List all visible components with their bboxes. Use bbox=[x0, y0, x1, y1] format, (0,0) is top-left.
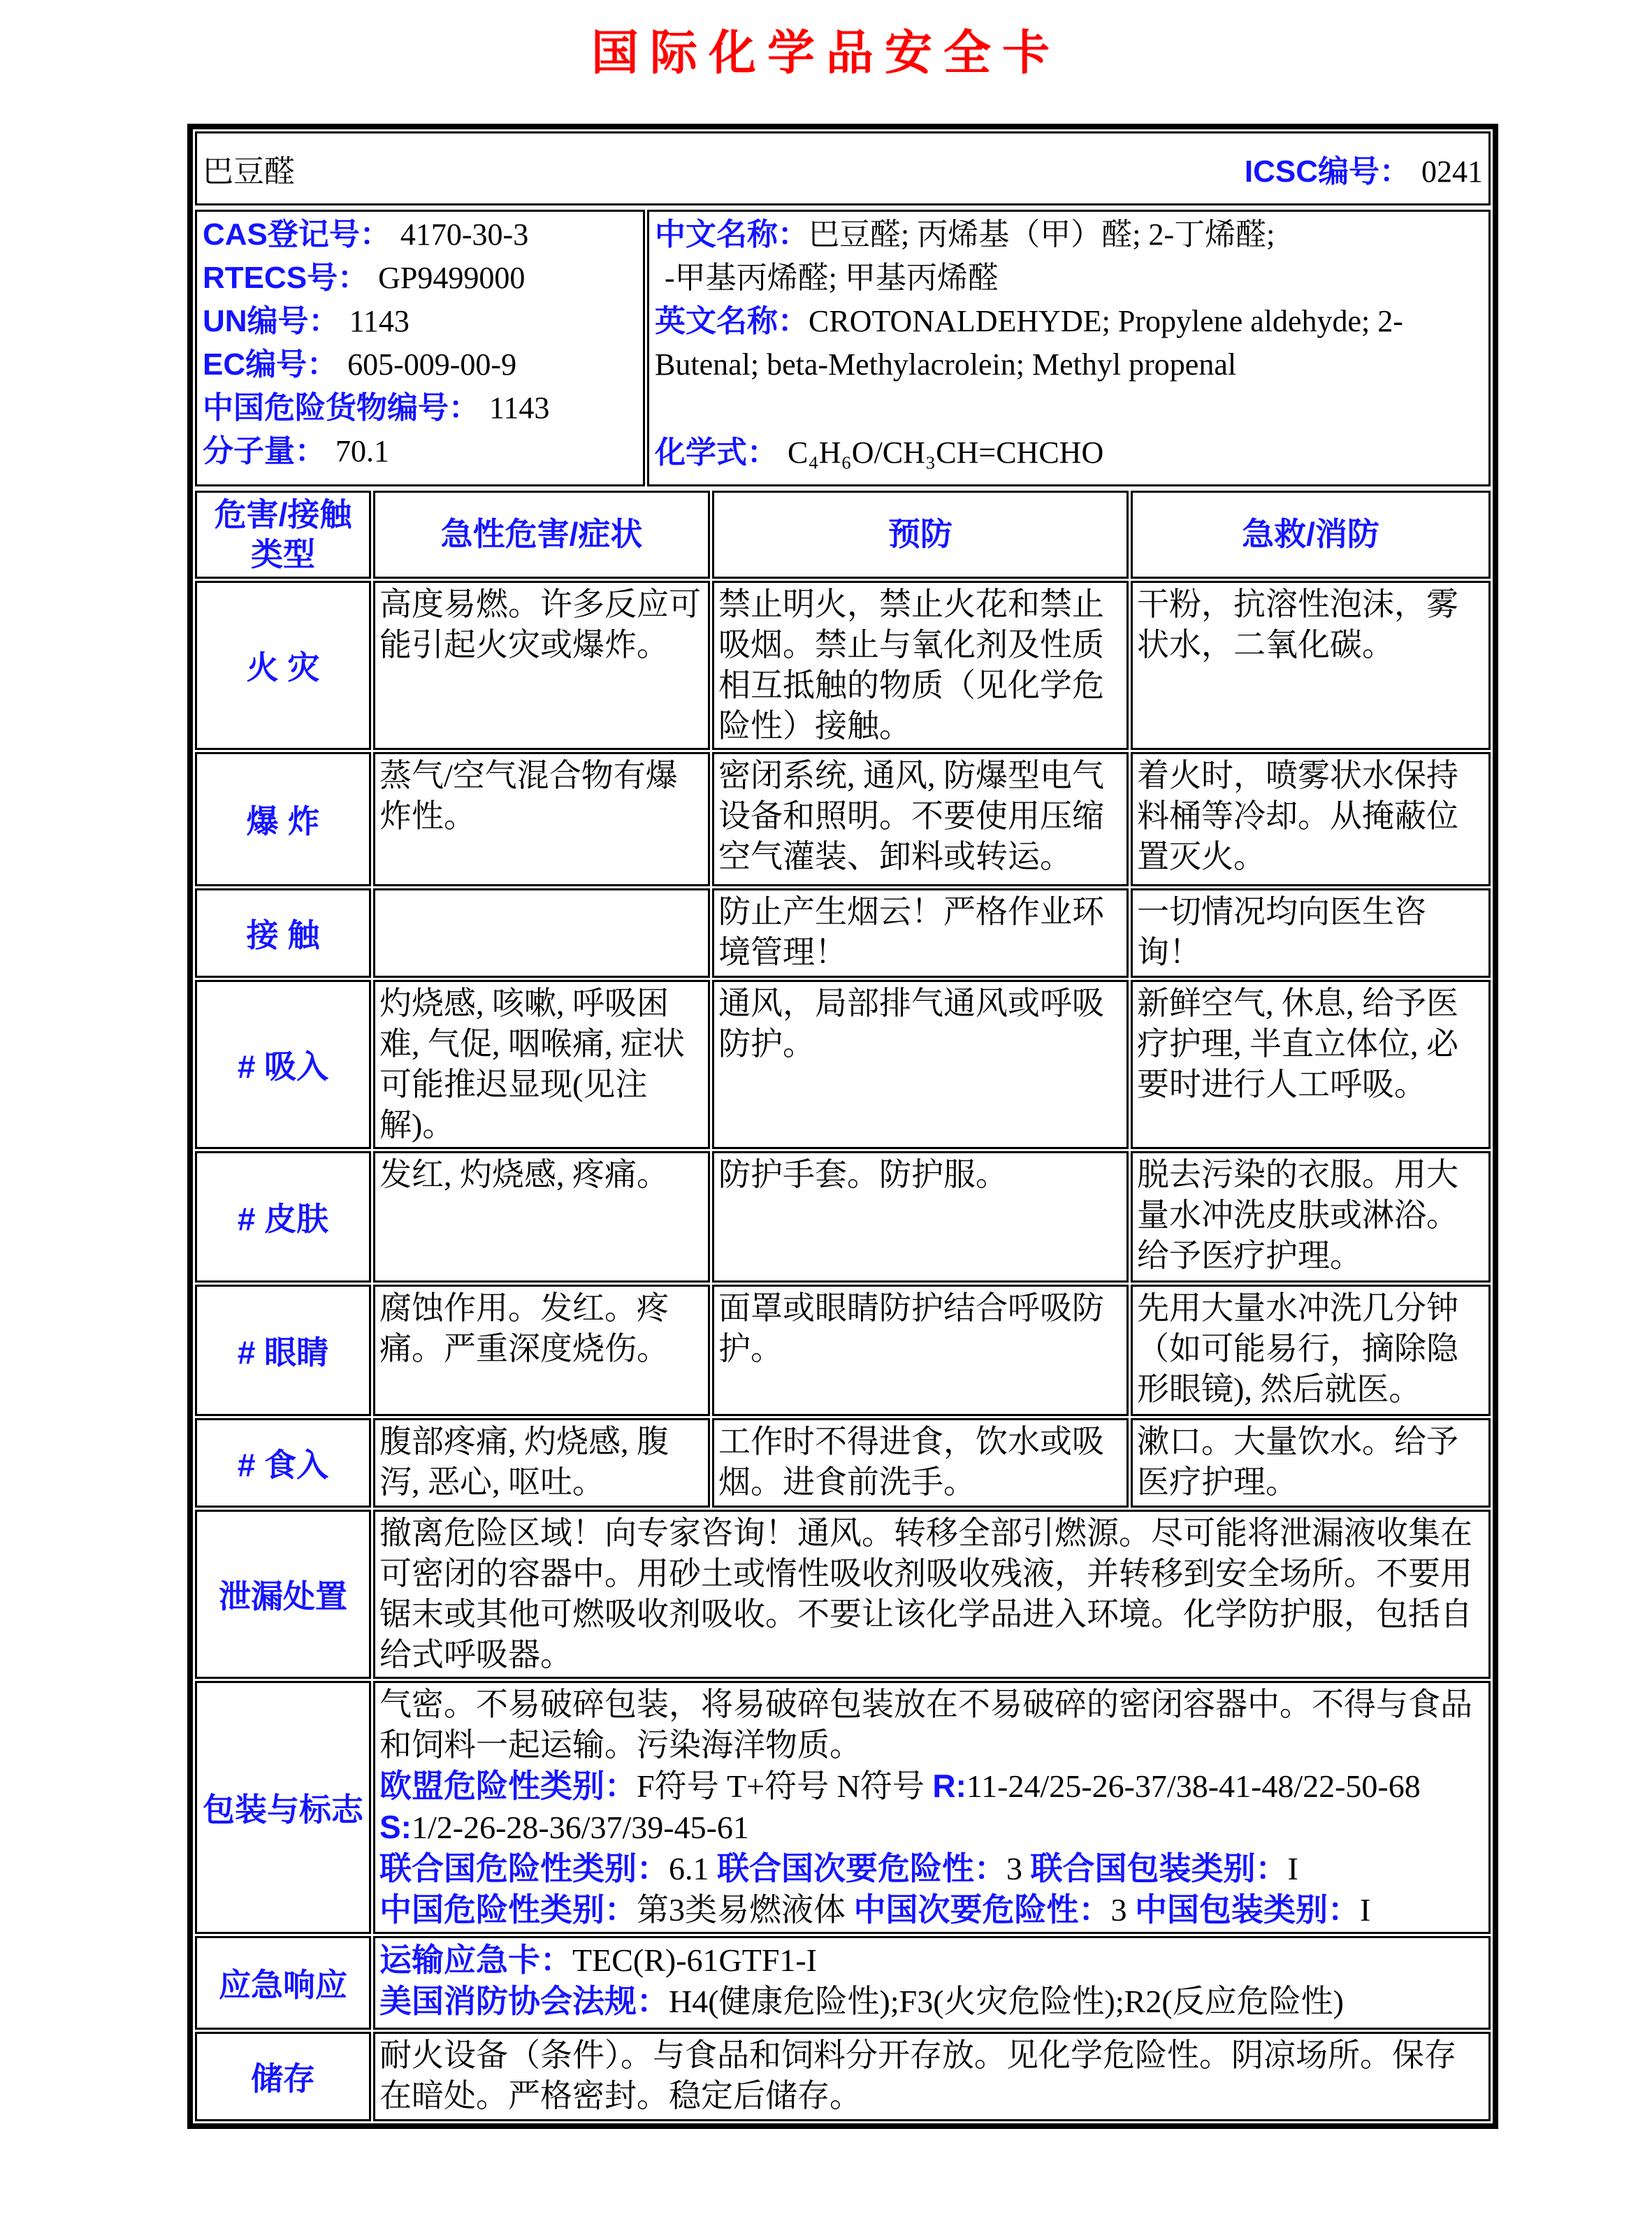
molecular-weight: 分子量： 70.1 bbox=[203, 434, 389, 468]
icsc-number bbox=[1245, 146, 1483, 191]
packaging-row bbox=[195, 1681, 1491, 1934]
prevention-cell: 通风，局部排气通风或呼吸防护。 bbox=[712, 980, 1129, 1149]
symptoms-cell: 高度易燃。许多反应可能引起火灾或爆炸。 bbox=[373, 581, 710, 750]
hazard-row-explosion bbox=[195, 752, 1491, 886]
header-row bbox=[195, 131, 1491, 205]
page-title: 国际化学品安全卡 bbox=[590, 27, 1061, 80]
safety-card bbox=[187, 124, 1498, 2129]
symptoms-cell bbox=[373, 888, 710, 978]
nfpa-line: 美国消防协会法规：H4(健康危险性);F3(火灾危险性);R2(反应危险性) bbox=[379, 1983, 1344, 2019]
hazard-row-eyes bbox=[195, 1285, 1491, 1416]
symptoms-cell: 灼烧感, 咳嗽, 呼吸困难, 气促, 咽喉痛, 症状可能推迟显现(见注解)。 bbox=[373, 980, 710, 1149]
emergency-row bbox=[195, 1936, 1491, 2030]
prevention-cell: 面罩或眼睛防护结合呼吸防护。 bbox=[712, 1285, 1129, 1416]
prevention-cell: 防护手套。防护服。 bbox=[712, 1151, 1129, 1283]
hazard-table bbox=[193, 489, 1493, 2123]
first-aid-cell: 着火时，喷雾状水保持料桶等冷却。从掩蔽位置灭火。 bbox=[1131, 752, 1491, 886]
hazard-row-exposure bbox=[195, 888, 1491, 978]
packaging-label-cell: 包装与标志 bbox=[195, 1681, 371, 1934]
china-dg-number: 中国危险货物编号： 1143 bbox=[203, 391, 550, 425]
prevention-cell: 防止产生烟云！严格作业环境管理！ bbox=[712, 888, 1129, 978]
identifier-section bbox=[193, 208, 1493, 489]
english-name: 英文名称：CROTONALDEHYDE; Propylene aldehyde; 2-Butenal; beta-Methylacrolein; Methyl propenal bbox=[655, 304, 1403, 382]
first-aid-cell: 一切情况均向医生咨询！ bbox=[1131, 888, 1491, 978]
hazard-type-cell: 接 触 bbox=[195, 888, 371, 978]
hazard-header-row bbox=[195, 491, 1491, 579]
packaging-eu-line: 欧盟危险性类别：F符号 T+符号 N符号 R:11-24/25-26-37/38-41-48/22-50-68 S:1/2-26-28-36/37/39-45-61 bbox=[379, 1768, 1421, 1845]
packaging-cn-line: 中国危险性类别：第3类易燃液体 中国次要危险性：3 中国包装类别：I bbox=[379, 1891, 1371, 1928]
symptoms-cell: 腐蚀作用。发红。疼痛。严重深度烧伤。 bbox=[373, 1285, 710, 1416]
registry-numbers-cell bbox=[195, 210, 645, 486]
col-header-hazard-type: 危害/接触类型 bbox=[195, 491, 371, 579]
first-aid-cell: 新鲜空气, 休息, 给予医疗护理, 半直立体位, 必要时进行人工呼吸。 bbox=[1131, 980, 1491, 1149]
substance-name: 巴豆醛 bbox=[203, 154, 295, 189]
storage-content-cell: 耐火设备（条件）。与食品和饲料分开存放。见化学危险性。阴凉场所。保存在暗处。严格密封。稳定后储存。 bbox=[373, 2032, 1491, 2121]
icsc-value: 0241 bbox=[1421, 154, 1483, 189]
hazard-type-cell: # 眼睛 bbox=[195, 1285, 371, 1416]
storage-label-cell: 储存 bbox=[195, 2032, 371, 2121]
header-section bbox=[193, 129, 1493, 208]
symptoms-cell: 腹部疼痛, 灼烧感, 腹泻, 恶心, 呕吐。 bbox=[373, 1418, 710, 1508]
rtecs-number: RTECS号： GP9499000 bbox=[203, 261, 526, 295]
un-number: UN编号： 1143 bbox=[203, 304, 410, 338]
symptoms-cell: 发红, 灼烧感, 疼痛。 bbox=[373, 1151, 710, 1283]
hazard-row-skin bbox=[195, 1151, 1491, 1283]
symptoms-cell: 蒸气/空气混合物有爆炸性。 bbox=[373, 752, 710, 886]
prevention-cell: 禁止明火，禁止火花和禁止吸烟。禁止与氧化剂及性质相互抵触的物质（见化学危险性）接触。 bbox=[712, 581, 1129, 750]
header-cell bbox=[195, 131, 1491, 205]
hazard-type-cell: # 食入 bbox=[195, 1418, 371, 1508]
cas-number: CAS登记号： 4170-30-3 bbox=[203, 217, 529, 252]
hazard-type-cell: 爆 炸 bbox=[195, 752, 371, 886]
col-header-prevention: 预防 bbox=[712, 491, 1129, 579]
tec-line: 运输应急卡：TEC(R)-61GTF1-I bbox=[379, 1942, 818, 1978]
chinese-name-line2: -甲基丙烯醛; 甲基丙烯醛 bbox=[665, 261, 999, 295]
ec-number: EC编号： 605-009-00-9 bbox=[203, 347, 517, 382]
prevention-cell: 密闭系统, 通风, 防爆型电气设备和照明。不要使用压缩空气灌装、卸料或转运。 bbox=[712, 752, 1129, 886]
packaging-content-cell bbox=[373, 1681, 1491, 1934]
spill-row bbox=[195, 1510, 1491, 1679]
packaging-intro: 气密。不易破碎包装，将易破碎包装放在不易破碎的密闭容器中。不得与食品和饲料一起运输。污染海洋物质。 bbox=[379, 1687, 1472, 1763]
emergency-label-cell: 应急响应 bbox=[195, 1936, 371, 2030]
emergency-content-cell bbox=[373, 1936, 1491, 2030]
prevention-cell: 工作时不得进食，饮水或吸烟。进食前洗手。 bbox=[712, 1418, 1129, 1508]
first-aid-cell: 脱去污染的衣服。用大量水冲洗皮肤或淋浴。给予医疗护理。 bbox=[1131, 1151, 1491, 1283]
chinese-name-line1: 中文名称：巴豆醛; 丙烯基（甲）醛; 2-丁烯醛; bbox=[655, 217, 1275, 252]
hazard-row-inhalation bbox=[195, 980, 1491, 1149]
first-aid-cell: 先用大量水冲洗几分钟（如可能易行，摘除隐形眼镜), 然后就医。 bbox=[1131, 1285, 1491, 1416]
names-cell bbox=[647, 210, 1491, 486]
first-aid-cell: 漱口。大量饮水。给予医疗护理。 bbox=[1131, 1418, 1491, 1508]
hazard-type-cell: # 皮肤 bbox=[195, 1151, 371, 1283]
icsc-label: ICSC编号： bbox=[1244, 154, 1410, 189]
spill-label-cell: 泄漏处置 bbox=[195, 1510, 371, 1679]
col-header-first-aid: 急救/消防 bbox=[1131, 491, 1491, 579]
icsc-page bbox=[0, 15, 1652, 2231]
col-header-symptoms: 急性危害/症状 bbox=[373, 491, 710, 579]
packaging-un-line: 联合国危险性类别：6.1 联合国次要危险性：3 联合国包装类别：I bbox=[379, 1850, 1298, 1886]
hazard-row-fire bbox=[195, 581, 1491, 750]
chemical-formula: 化学式： C₄H₆O/CH₃CH=CHCHO bbox=[655, 435, 1104, 470]
spill-content-cell: 撤离危险区域！向专家咨询！通风。转移全部引燃源。尽可能将泄漏液收集在可密闭的容器中。用砂土或惰性吸收剂吸收残液，并转移到安全场所。不要用锯末或其他可燃吸收剂吸收。不要让该化学品进入环境。化学防护服，包括自给式呼吸器。 bbox=[373, 1510, 1491, 1679]
hazard-row-ingestion bbox=[195, 1418, 1491, 1508]
first-aid-cell: 干粉，抗溶性泡沫，雾状水，二氧化碳。 bbox=[1131, 581, 1491, 750]
hazard-type-cell: 火 灾 bbox=[195, 581, 371, 750]
storage-row bbox=[195, 2032, 1491, 2121]
hazard-type-cell: # 吸入 bbox=[195, 980, 371, 1149]
identifier-row bbox=[195, 210, 1491, 486]
